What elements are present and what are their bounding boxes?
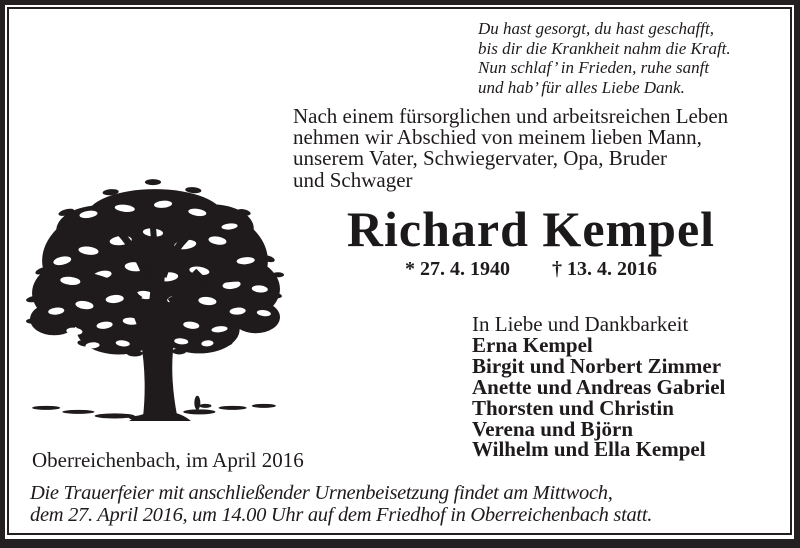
- tree-illustration-icon: [26, 174, 284, 421]
- funeral-line: dem 27. April 2016, um 14.00 Uhr auf dem Friedhof in Oberreichenbach statt.: [30, 503, 653, 526]
- place-date: Oberreichenbach, im April 2016: [32, 448, 304, 472]
- intro-line: Nach einem fürsorglichen und arbeitsreichen Leben: [293, 104, 729, 128]
- intro-line: nehmen wir Abschied von meinem lieben Mann,: [293, 125, 702, 150]
- epigraph-line: bis dir die Krankheit nahm die Kraft.: [478, 38, 731, 58]
- birth-date: * 27. 4. 1940: [405, 258, 510, 280]
- mourners-heading: In Liebe und Dankbarkeit: [472, 312, 689, 336]
- life-dates: [298, 258, 764, 281]
- mourner-name: Anette und Andreas Gabriel: [472, 374, 726, 399]
- mourner-name: Verena und Björn: [472, 416, 634, 441]
- intro-paragraph: [293, 106, 728, 191]
- funeral-info: [30, 483, 652, 526]
- deceased-name: Richard Kempel: [346, 201, 716, 257]
- intro-line: und Schwager: [293, 167, 413, 192]
- mourners-block: [472, 314, 725, 460]
- mourners-names: [472, 332, 726, 462]
- intro-line: unserem Vater, Schwiegervater, Opa, Bruder: [293, 146, 668, 171]
- epigraph-line: Du hast gesorgt, du hast geschafft,: [478, 19, 714, 38]
- funeral-line: Die Trauerfeier mit anschließender Urnenbeisetzung findet am Mittwoch,: [30, 482, 613, 504]
- deceased-block: [298, 202, 764, 281]
- mourner-name: Thorsten und Christin: [472, 395, 674, 420]
- mourner-name: Wilhelm und Ella Kempel: [472, 437, 706, 462]
- epigraph-poem: [478, 19, 731, 97]
- epigraph-line: und hab’ für alles Liebe Dank.: [478, 77, 685, 97]
- epigraph-line: Nun schlaf’ in Frieden, ruhe sanft: [478, 58, 710, 77]
- mourner-name: Erna Kempel: [472, 332, 593, 357]
- death-date: † 13. 4. 2016: [552, 258, 657, 280]
- mourner-name: Birgit und Norbert Zimmer: [472, 353, 722, 378]
